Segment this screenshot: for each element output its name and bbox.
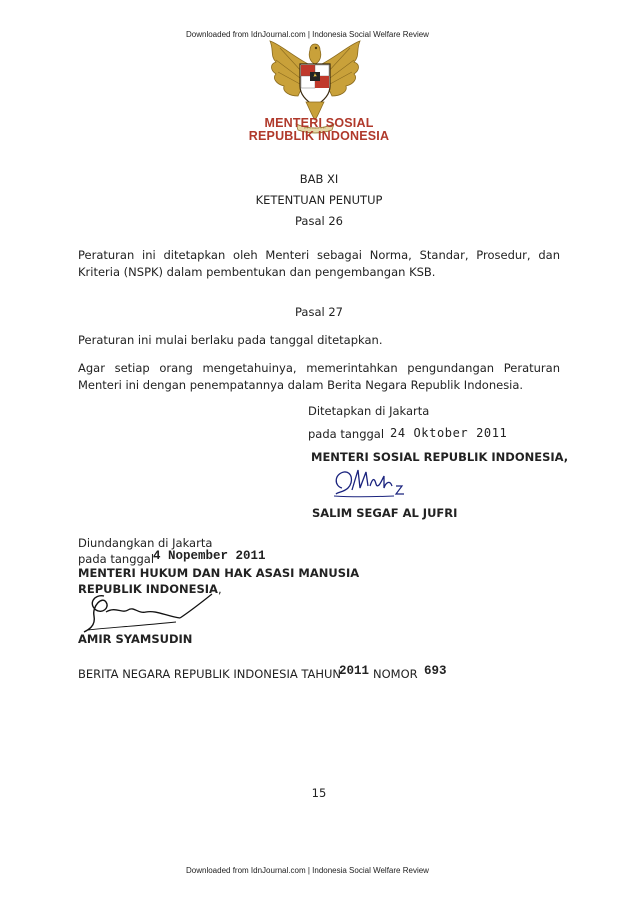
gazette-nomor-label: NOMOR (373, 667, 418, 681)
chapter-number: BAB XI (299, 172, 339, 186)
enactment-date-value: 24 Oktober 2011 (390, 426, 508, 440)
ministry-title-line2: REPUBLIK INDONESIA (248, 129, 390, 143)
promulgation-date-label: pada tanggal (78, 552, 155, 566)
promulgation-name: AMIR SYAMSUDIN (78, 632, 193, 646)
enactment-office: MENTERI SOSIAL REPUBLIK INDONESIA, (311, 450, 569, 464)
page-number: 15 (311, 786, 327, 800)
chapter-title: KETENTUAN PENUTUP (255, 193, 383, 207)
download-note-top: Downloaded from IdnJournal.com | Indonesia Social Welfare Review (186, 30, 429, 39)
promulgation-office-comma: , (217, 582, 222, 596)
download-note-bottom: Downloaded from IdnJournal.com | Indonesia Social Welfare Review (186, 866, 429, 875)
enactment-place: Ditetapkan di Jakarta (308, 404, 430, 418)
ministry-title-line1: MENTERI SOSIAL (264, 116, 374, 130)
pasal-26-heading: Pasal 26 (295, 214, 343, 228)
pasal-26-text: Peraturan ini ditetapkan oleh Menteri sebagai Norma, Standar, Prosedur, dan Kriteria (NSPK) dalam pembentukan dan pengembangan KSB. (78, 248, 560, 279)
promulgation-date-value: 4 Nopember 2011 (153, 549, 266, 563)
pasal-27-text-2: Agar setiap orang mengetahuinya, memerintahkan pengundangan Peraturan Menteri ini dengan penempatannya dalam Berita Negara Republik Indonesia. (78, 361, 560, 392)
pasal-27-heading: Pasal 27 (295, 305, 343, 319)
promulgation-office-line2-text: REPUBLIK INDONESIA (78, 582, 218, 596)
minister-signature (330, 466, 410, 502)
gazette-label: BERITA NEGARA REPUBLIK INDONESIA TAHUN (78, 667, 342, 681)
promulgation-office-line1: MENTERI HUKUM DAN HAK ASASI MANUSIA (78, 566, 360, 580)
law-minister-signature (76, 586, 216, 634)
gazette-year: 2011 (339, 664, 370, 678)
enactment-name: SALIM SEGAF AL JUFRI (312, 506, 458, 520)
gazette-number: 693 (424, 664, 447, 678)
pasal-27-text-1: Peraturan ini mulai berlaku pada tanggal ditetapkan. (78, 333, 383, 347)
enactment-date-label: pada tanggal (308, 427, 385, 441)
promulgation-place: Diundangkan di Jakarta (78, 536, 213, 550)
